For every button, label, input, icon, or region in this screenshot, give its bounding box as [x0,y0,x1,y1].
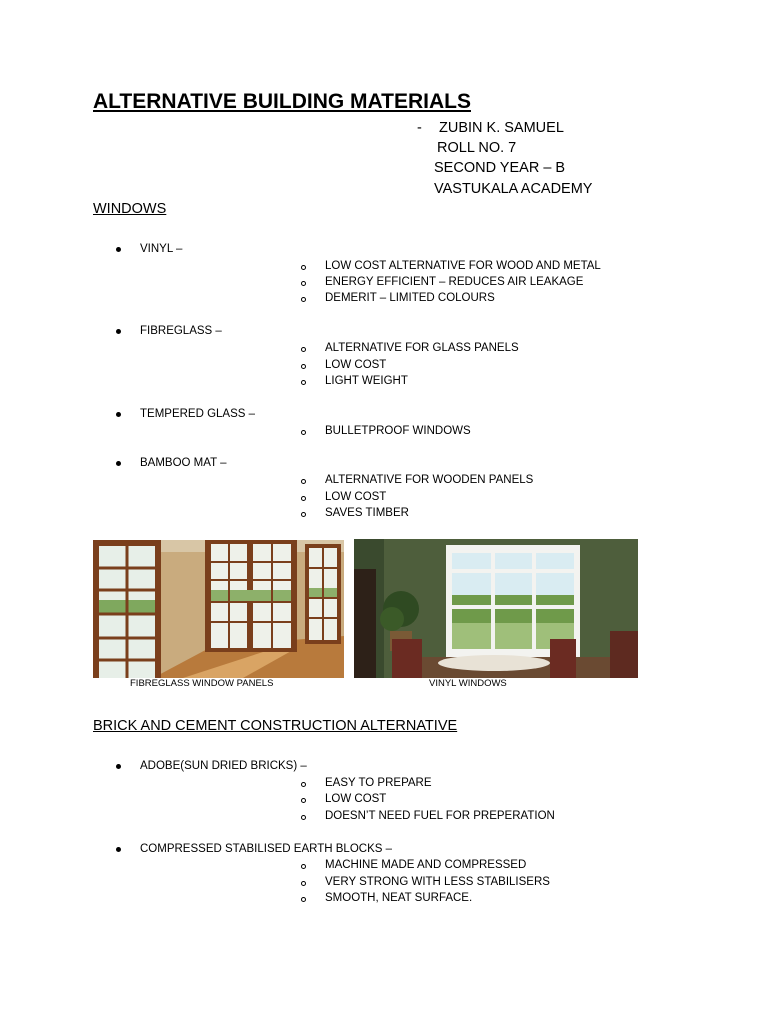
sub-item: LIGHT WEIGHT [325,375,408,387]
author-dash: - [417,120,422,136]
bullet-dot [116,764,121,769]
sub-item: DOESN’T NEED FUEL FOR PREPERATION [325,810,555,822]
image-caption: FIBREGLASS WINDOW PANELS [130,678,274,689]
sub-item: VERY STRONG WITH LESS STABILISERS [325,876,550,888]
image-caption: VINYL WINDOWS [429,678,507,689]
sub-item: LOW COST [325,359,387,371]
bullet-item: FIBREGLASS – [140,325,222,337]
section-heading-brick: BRICK AND CEMENT CONSTRUCTION ALTERNATIVE [93,718,458,734]
bullet-dot [116,329,121,334]
sub-bullet-circle [301,512,306,517]
bullet-item: BAMBOO MAT – [140,457,227,469]
sub-bullet-circle [301,297,306,302]
bullet-dot [116,847,121,852]
sub-bullet-circle [301,897,306,902]
bullet-dot [116,412,121,417]
author-year: SECOND YEAR – B [434,160,566,176]
author-roll: ROLL NO. 7 [437,140,517,156]
sub-item: LOW COST [325,491,387,503]
sub-item: ENERGY EFFICIENT – REDUCES AIR LEAKAGE [325,276,584,288]
author-name: ZUBIN K. SAMUEL [439,120,564,136]
fibreglass-window-photo [93,540,344,678]
sub-bullet-circle [301,347,306,352]
sub-bullet-circle [301,364,306,369]
section-heading-windows: WINDOWS [93,201,167,217]
sub-bullet-circle [301,881,306,886]
sub-item: BULLETPROOF WINDOWS [325,425,471,437]
document-title: ALTERNATIVE BUILDING MATERIALS [93,90,471,113]
sub-bullet-circle [301,380,306,385]
bullet-item: COMPRESSED STABILISED EARTH BLOCKS – [140,843,393,855]
sub-bullet-circle [301,479,306,484]
vinyl-window-photo [354,539,638,678]
sub-bullet-circle [301,815,306,820]
sub-bullet-circle [301,782,306,787]
sub-bullet-circle [301,281,306,286]
bullet-dot [116,461,121,466]
bullet-item: ADOBE(SUN DRIED BRICKS) – [140,760,307,772]
sub-item: MACHINE MADE AND COMPRESSED [325,859,527,871]
sub-item: DEMERIT – LIMITED COLOURS [325,292,495,304]
bullet-dot [116,247,121,252]
sub-bullet-circle [301,496,306,501]
author-academy: VASTUKALA ACADEMY [434,181,593,197]
bullet-item: TEMPERED GLASS – [140,408,256,420]
bullet-item: VINYL – [140,243,183,255]
sub-item: LOW COST ALTERNATIVE FOR WOOD AND METAL [325,260,601,272]
sub-item: LOW COST [325,793,387,805]
sub-bullet-circle [301,265,306,270]
sub-item: ALTERNATIVE FOR WOODEN PANELS [325,474,534,486]
sub-bullet-circle [301,430,306,435]
sub-item: ALTERNATIVE FOR GLASS PANELS [325,342,519,354]
sub-item: EASY TO PREPARE [325,777,432,789]
sub-item: SAVES TIMBER [325,507,409,519]
sub-item: SMOOTH, NEAT SURFACE. [325,892,473,904]
sub-bullet-circle [301,798,306,803]
sub-bullet-circle [301,864,306,869]
